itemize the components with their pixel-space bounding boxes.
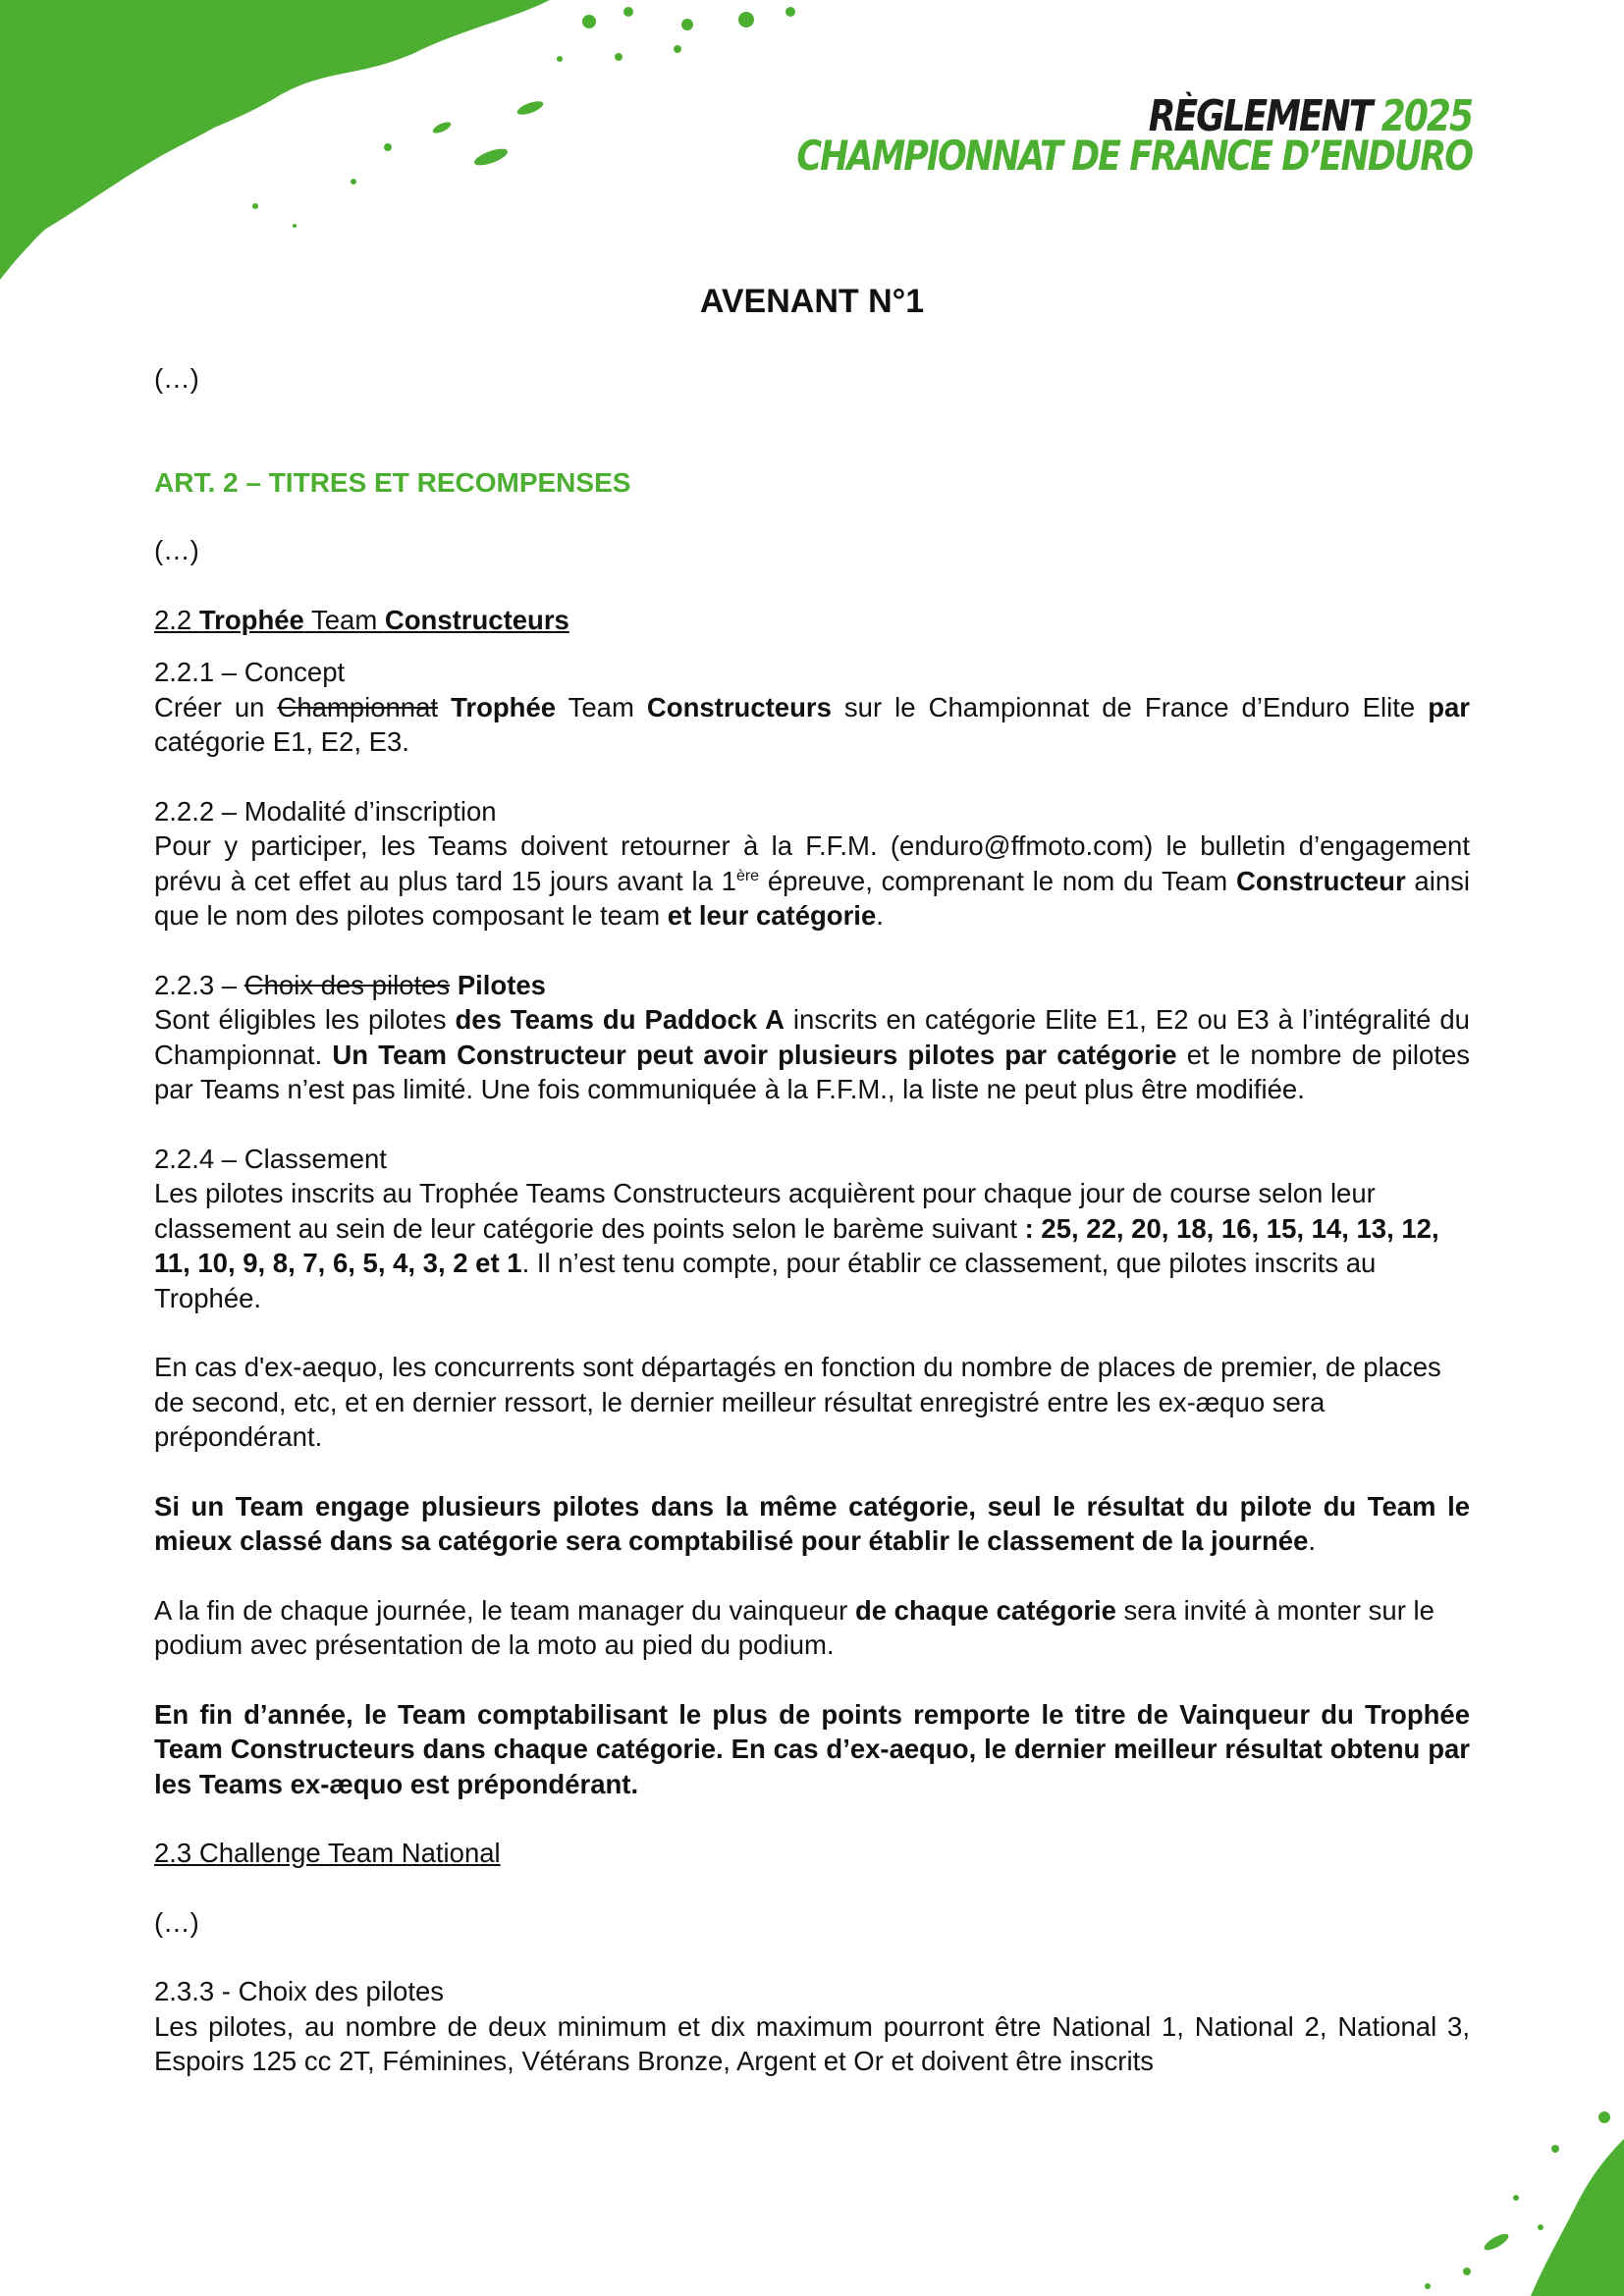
ellipsis: (…) bbox=[154, 363, 199, 394]
paragraph-concept: Créer un Championnat Trophée Team Constructeurs sur le Championnat de France d’Enduro Elite par catégorie E1, E2, E3. bbox=[154, 691, 1471, 757]
subsection-heading-2-3-3: 2.3.3 - Choix des pilotes bbox=[154, 1976, 445, 2006]
paragraph-classement: Les pilotes inscrits au Trophée Teams Constructeurs acquièrent pour chaque jour de course selon leur classement au sein de leur catégorie des points selon le barème suivant : 25, 22, 20, 18, 16, 15, 14, 13, 12, 11, 10, 9, 8, 7, 6, 5, 4, 3, 2 et 1. Il n’est tenu compte, pour établir ce classement, que pilotes inscrits au Trophée. bbox=[154, 1178, 1439, 1313]
paragraph-pilotes: Sont éligibles les pilotes des Teams du Paddock A inscrits en catégorie Elite E1, E2 ou E3 à l’intégralité du Championnat. Un Team Constructeur peut avoir plusieurs pilotes par catégorie et le nombre de pilotes par Teams n’est pas limité. Une fois communiquée à la F.F.M., la liste ne peut plus être modifiée. bbox=[154, 1004, 1471, 1104]
championship-name: CHAMPIONNAT DE FRANCE D’ENDURO bbox=[796, 133, 1472, 181]
document-body bbox=[154, 361, 1470, 2079]
article-heading: ART. 2 – TITRES ET RECOMPENSES bbox=[154, 466, 631, 498]
subsection-heading-2-2-4: 2.2.4 – Classement bbox=[154, 1143, 387, 1174]
page-title: AVENANT N°1 bbox=[699, 283, 925, 320]
paragraph-inscription: Pour y participer, les Teams doivent retourner à la F.F.M. (enduro@ffmoto.com) le bulletin d’engagement prévu à cet effet au plus tard 15 jours avant la 1ère épreuve, comprenant le nom du Team Constructeur ainsi que le nom des pilotes composant le team et leur catégorie. bbox=[154, 830, 1470, 931]
paragraph-fin-annee: En fin d’année, le Team comptabilisant le plus de points remporte le titre de Vainqueur du Trophée Team Constructeurs dans chaque catégorie. En cas d’ex-aequo, le dernier meilleur résultat obtenu par les Teams ex-æquo est prépondérant. bbox=[154, 1698, 1470, 1799]
subsection-heading-2-2-3: 2.2.3 – Choix des pilotes Pilotes bbox=[154, 969, 546, 1000]
subsection-heading-2-2-1: 2.2.1 – Concept bbox=[154, 657, 346, 687]
section-heading-2-3: 2.3 Challenge Team National bbox=[154, 1838, 501, 1868]
ellipsis: (…) bbox=[154, 1906, 199, 1938]
paragraph-multi-pilotes: Si un Team engage plusieurs pilotes dans la même catégorie, seul le résultat du pilote du Team le mieux classé dans sa catégorie sera comptabilisé pour établir le classement de la journée. bbox=[154, 1490, 1470, 1556]
paragraph-choix-pilotes: Les pilotes, au nombre de deux minimum et dix maximum pourront être National 1, National 2, National 3, Espoirs 125 cc 2T, Féminines, Vétérans Bronze, Argent et Or et doivent être inscrits bbox=[154, 2010, 1470, 2076]
section-heading-2-2: 2.2 Trophée Team Constructeurs bbox=[154, 604, 569, 635]
ellipsis: (…) bbox=[154, 535, 199, 565]
green-paint-splash-decoration bbox=[0, 0, 884, 294]
subsection-heading-2-2-2: 2.2.2 – Modalité d’inscription bbox=[154, 795, 497, 827]
reglement-word: RÈGLEMENT bbox=[1148, 92, 1372, 141]
header-logo bbox=[796, 92, 1472, 181]
paragraph-exaequo: En cas d'ex-aequo, les concurrents sont départagés en fonction du nombre de places de premier, de places de second, etc, et en dernier ressort, le dernier meilleur résultat enregistré entre les ex-æquo sera prépondérant. bbox=[154, 1352, 1441, 1452]
green-paint-splash-decoration-bottom bbox=[1310, 2080, 1624, 2296]
reglement-year: 2025 bbox=[1380, 92, 1472, 141]
paragraph-podium: A la fin de chaque journée, le team manager du vainqueur de chaque catégorie sera invité à monter sur le podium avec présentation de la moto au pied du podium. bbox=[154, 1594, 1435, 1660]
